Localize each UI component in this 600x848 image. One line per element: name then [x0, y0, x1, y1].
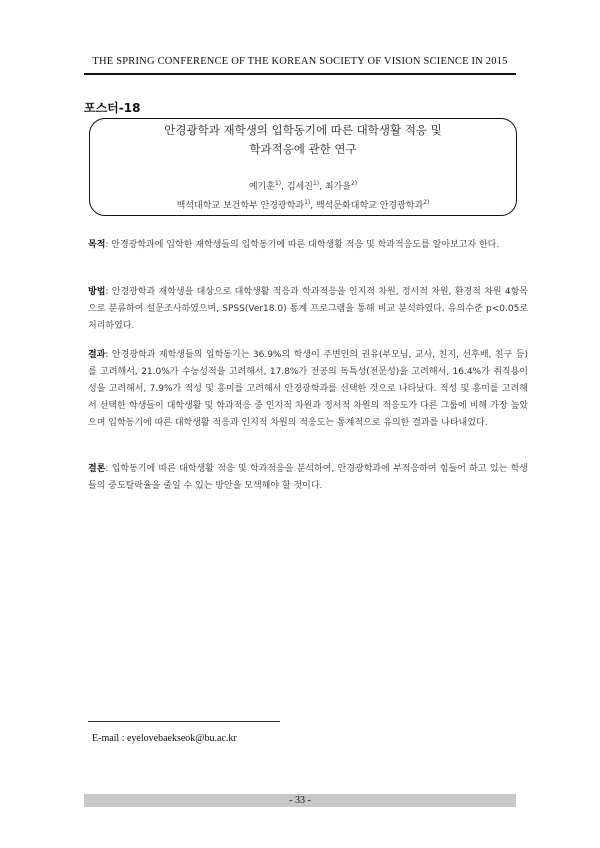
author-affiliation-mark: 2) — [350, 180, 358, 187]
conference-header: THE SPRING CONFERENCE OF THE KOREAN SOCIETY OF VISION SCIENCE IN 2015 — [92, 56, 508, 67]
paper-title — [89, 121, 517, 159]
title-line-2: 학과적응에 관한 연구 — [249, 142, 357, 156]
affiliation: 백석대학교 보건학부 안경광학과 — [176, 201, 305, 211]
affiliation-list — [89, 199, 517, 213]
purpose-section — [88, 237, 528, 254]
purpose-label: 목적 — [88, 240, 106, 250]
purpose-text: : 안경광학과에 입학한 재학생들의 입학동기에 따른 대학생활 적응 및 학과적응도를 알아보고자 한다. — [105, 240, 500, 250]
poster-label: 포스터-18 — [84, 101, 141, 115]
conclusion-label: 결론 — [88, 464, 106, 474]
method-text: : 안경광학과 재학생을 대상으로 대학생활 적응과 학과적응을 인지적 차원, 정서적 차원, 환경적 차원 4항목으로 분류하여 설문조사하였으며, SPSS(Ver18.0) 통계 프로그램을 통해 비교 분석하였다. 유의수준 p<0.05로 처리하였다. — [88, 287, 528, 331]
author-name: 예기훈 — [248, 182, 275, 192]
title-line-1: 안경광학과 재학생의 입학동기에 따른 대학생활 적응 및 — [164, 123, 442, 137]
author-name: 최가을 — [324, 182, 351, 192]
author-separator: , — [281, 182, 287, 192]
affiliation-mark: 2) — [423, 199, 430, 206]
page-number: - 33 - — [289, 795, 311, 806]
footnote-email: E-mail : eyelovebaekseok@bu.ac.kr — [92, 733, 237, 744]
result-section — [88, 347, 528, 432]
author-affiliation-mark: 1) — [274, 180, 282, 187]
affiliation: 백석문화대학교 안경광학과 — [315, 201, 424, 211]
page-number-bar — [84, 794, 516, 807]
method-label: 방법 — [88, 287, 106, 297]
author-affiliation-mark: 1) — [312, 180, 320, 187]
method-section — [88, 284, 528, 335]
affiliation-mark: 1) — [304, 199, 311, 206]
author-name: 김세진 — [286, 182, 313, 192]
author-separator: , — [319, 182, 325, 192]
conclusion-text: : 입학동기에 따른 대학생활 적응 및 학과적응을 분석하여, 안경광학과에 부적응하여 힘들어 하고 있는 학생들의 중도탈락율을 줄일 수 있는 방안을 모색해야 할 것이다. — [88, 464, 528, 491]
author-list — [89, 180, 517, 194]
conclusion-section — [88, 461, 528, 495]
footnote-rule — [88, 721, 280, 722]
result-label: 결과 — [88, 350, 106, 360]
header-rule — [84, 73, 516, 75]
affiliation-separator: , — [310, 201, 316, 211]
result-text: : 안경광학과 재학생들의 입학동기는 36.9%의 학생이 주변인의 권유(부모님, 교사, 친지, 선후배, 친구 등)를 고려해서, 21.0%가 수능성적을 고려해서, 17.8%가 전공의 독특성(전문성)을 고려해서, 16.4%가 취직용이성을 고려해서, 7.9%가 적성 및 흥미를 고려해서 안경광학과를 선택한 것으로 나타났다. 적성 및 흥미를 고려해서 선택한 학생들이 대학생활 및 학과적응 중 인지적 차원과 정서적 차원의 적응도가 다른 그룹에 비해 가장 높았으며 입학동기에 따른 대학생활 적응과 인지적 차원의 적응도는 통계적으로 유의한 결과를 나타내었다. — [88, 350, 528, 428]
